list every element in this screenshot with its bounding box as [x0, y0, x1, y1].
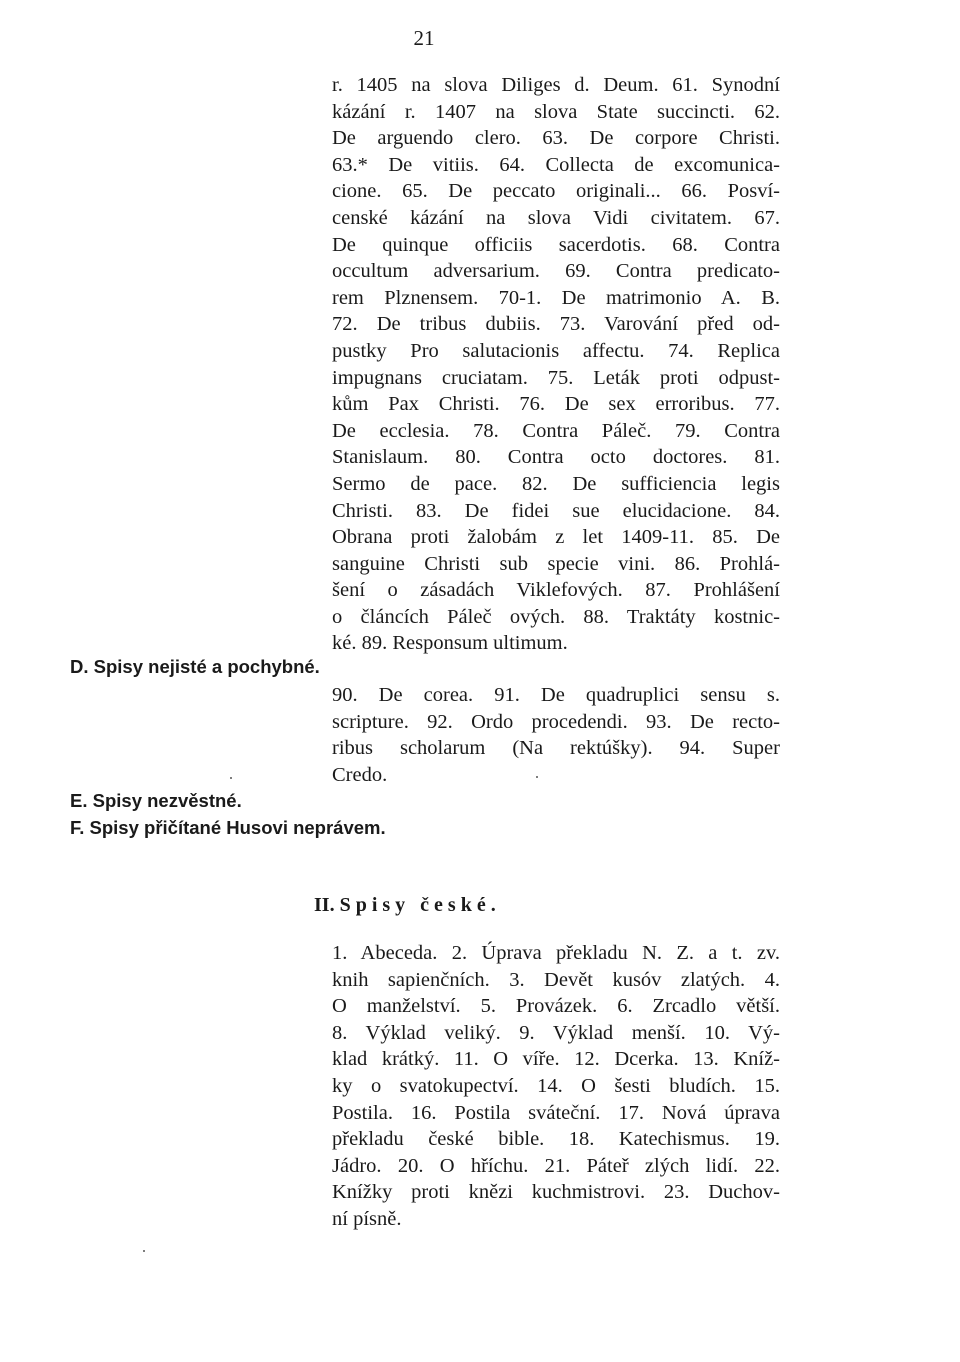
text-line: překladu české bible. 18. Katechismus. 19. — [332, 1128, 780, 1151]
text-line: Obrana proti žalobám z let 1409-11. 85. De — [332, 526, 780, 549]
text-line: De quinque officiis sacerdotis. 68. Contra — [332, 233, 780, 256]
text-line: Jádro. 20. O hříchu. 21. Páteř zlých lidí. 22. — [332, 1154, 780, 1177]
heading-uncertain-works: D. Spisy nejisté a pochybné. — [70, 656, 320, 677]
works-list-uncertain — [332, 682, 780, 788]
works-list-latin — [332, 72, 780, 657]
text-line: 1. Abeceda. 2. Úprava překladu N. Z. a t. zv. — [332, 942, 780, 964]
text-line: impugnans cruciatam. 75. Leták proti odpust- — [332, 366, 780, 389]
text-line: rem Plznensem. 70-1. De matrimonio A. B. — [332, 286, 780, 309]
text-line: scripture. 92. Ordo procedendi. 93. De recto- — [332, 710, 780, 733]
text-line: ribus scholarum (Na rektúšky). 94. Super — [332, 737, 780, 760]
text-line: censké kázání na slova Vidi civitatem. 67. — [332, 206, 780, 229]
text-line: Knížky proti knězi kuchmistrovi. 23. Duchov- — [332, 1181, 780, 1204]
text-line: šení o zásadách Viklefových. 87. Prohlášení — [332, 579, 780, 602]
text-line: O manželství. 5. Provázek. 6. Zrcadlo větší. — [332, 995, 780, 1018]
text-line: 8. Výklad veliký. 9. Výklad menší. 10. Vý- — [332, 1021, 780, 1044]
text-line: Christi. 83. De fidei sue elucidacione. 84. — [332, 499, 780, 522]
text-line: ní písně. — [332, 1207, 402, 1230]
text-line: Stanislaum. 80. Contra octo doctores. 81. — [332, 446, 780, 469]
works-list-czech — [332, 940, 780, 1233]
text-line: Sermo de pace. 82. De sufficiencia legis — [332, 472, 780, 495]
heading-lost-works: E. Spisy nezvěstné. — [70, 790, 242, 811]
section-numeral: II. — [314, 894, 335, 916]
text-line: knih sapienčních. 3. Devět kusóv zlatých. 4. — [332, 968, 780, 991]
text-line: 72. De tribus dubiis. 73. Varování před od- — [332, 313, 780, 336]
text-line: klad krátký. 11. O víře. 12. Dcerka. 13. Kníž- — [332, 1048, 780, 1071]
text-line: De ecclesia. 78. Contra Páleč. 79. Contra — [332, 419, 780, 442]
text-line: kázání r. 1407 na slova State succincti. 62. — [332, 100, 780, 123]
text-line: r. 1405 na slova Diliges d. Deum. 61. Synodní — [332, 74, 780, 96]
text-line: Credo. — [332, 763, 388, 786]
text-line: pustky Pro salutacionis affectu. 74. Replica — [332, 339, 780, 362]
text-line: sanguine Christi sub specie vini. 86. Prohlá- — [332, 552, 780, 575]
text-line: De arguendo clero. 63. De corpore Christi. — [332, 127, 780, 150]
text-line: 90. De corea. 91. De quadruplici sensu s. — [332, 684, 780, 706]
heading-misattributed-works: F. Spisy přičítané Husovi neprávem. — [70, 817, 386, 838]
section-title-text: Spisy české. — [339, 894, 501, 916]
text-line: 63.* De vitiis. 64. Collecta de excomunica- — [332, 153, 780, 176]
speck-mark — [230, 777, 232, 779]
text-line: kům Pax Christi. 76. De sex erroribus. 77. — [332, 393, 780, 416]
speck-mark — [536, 776, 538, 778]
speck-mark — [143, 1250, 145, 1252]
text-line: o článcích Páleč ových. 88. Traktáty kostnic- — [332, 605, 780, 628]
text-line: occultum adversarium. 69. Contra predicato- — [332, 260, 780, 283]
text-line: cione. 65. De peccato originali... 66. Posví- — [332, 180, 780, 203]
text-line: Postila. 16. Postila sváteční. 17. Nová úprava — [332, 1101, 780, 1124]
section-title-czech-works — [314, 894, 501, 917]
page-number: 21 — [413, 26, 435, 50]
text-line: ké. 89. Responsum ultimum. — [332, 632, 568, 655]
text-line: ky o svatokupectví. 14. O šesti bludích. 15. — [332, 1074, 780, 1097]
